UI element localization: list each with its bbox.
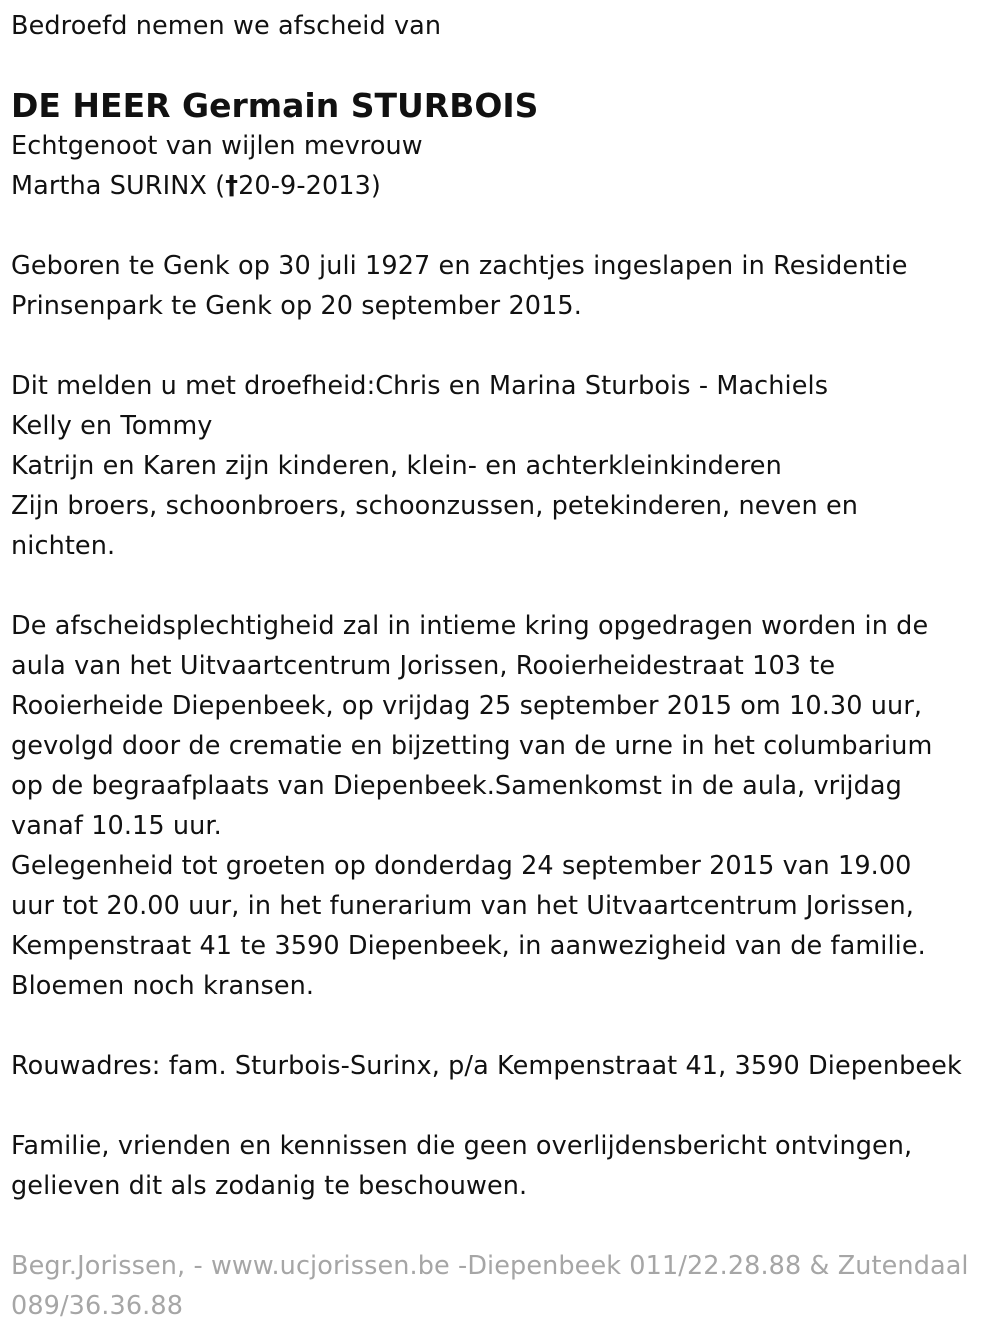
spouse-death-date: 20-9-2013)	[238, 171, 381, 201]
spacer	[11, 1206, 992, 1246]
closing-section	[11, 1126, 992, 1206]
ceremony-line: Bloemen noch kransen.	[11, 971, 315, 1001]
birth-line-1: Geboren te Genk op 30 juli 1927 en zachtjes ingeslapen in Residentie	[11, 251, 908, 281]
closing-line: gelieven dit als zodanig te beschouwen.	[11, 1171, 528, 1201]
ceremony-line: vanaf 10.15 uur.	[11, 811, 222, 841]
ceremony-line: uur tot 20.00 uur, in het funerarium van het Uitvaartcentrum Jorissen,	[11, 891, 915, 921]
address-line: Rouwadres: fam. Sturbois-Surinx, p/a Kempenstraat 41, 3590 Diepenbeek	[11, 1051, 962, 1081]
ceremony-section	[11, 606, 992, 1006]
closing-line: Familie, vrienden en kennissen die geen overlijdensbericht ontvingen,	[11, 1131, 913, 1161]
ceremony-line: De afscheidsplechtigheid zal in intieme kring opgedragen worden in de	[11, 611, 929, 641]
spouse-line-1: Echtgenoot van wijlen mevrouw	[11, 131, 423, 161]
spacer	[11, 326, 992, 366]
ceremony-line: op de begraafplaats van Diepenbeek.Samenkomst in de aula, vrijdag	[11, 771, 902, 801]
family-line: Kelly en Tommy	[11, 411, 213, 441]
ceremony-line: Gelegenheid tot groeten op donderdag 24 september 2015 van 19.00	[11, 851, 912, 881]
spacer	[11, 566, 992, 606]
intro-text: Bedroefd nemen we afscheid van	[11, 11, 442, 41]
spouse-line-2	[11, 166, 992, 206]
family-line: Dit melden u met droefheid:Chris en Marina Sturbois - Machiels	[11, 371, 829, 401]
spouse-name: Martha SURINX (	[11, 171, 226, 201]
footer-line: 089/36.36.88	[11, 1291, 184, 1321]
family-line: Katrijn en Karen zijn kinderen, klein- en achterkleinkinderen	[11, 451, 782, 481]
cross-icon: †	[225, 171, 239, 201]
funeral-home-footer	[11, 1246, 992, 1326]
family-line: Zijn broers, schoonbroers, schoonzussen, petekinderen, neven en	[11, 491, 858, 521]
family-line: nichten.	[11, 531, 116, 561]
birth-line-2: Prinsenpark te Genk op 20 september 2015.	[11, 291, 582, 321]
ceremony-line: aula van het Uitvaartcentrum Jorissen, Rooierheidestraat 103 te	[11, 651, 836, 681]
spacer	[11, 1086, 992, 1126]
spacer	[11, 206, 992, 246]
spacer	[11, 1006, 992, 1046]
deceased-name: DE HEER Germain STURBOIS	[11, 86, 539, 125]
ceremony-line: Kempenstraat 41 te 3590 Diepenbeek, in aanwezigheid van de familie.	[11, 931, 926, 961]
footer-line: Begr.Jorissen, - www.ucjorissen.be -Diepenbeek 011/22.28.88 & Zutendaal	[11, 1251, 969, 1281]
ceremony-line: gevolgd door de crematie en bijzetting van de urne in het columbarium	[11, 731, 933, 761]
ceremony-line: Rooierheide Diepenbeek, op vrijdag 25 september 2015 om 10.30 uur,	[11, 691, 923, 721]
family-section	[11, 366, 992, 566]
